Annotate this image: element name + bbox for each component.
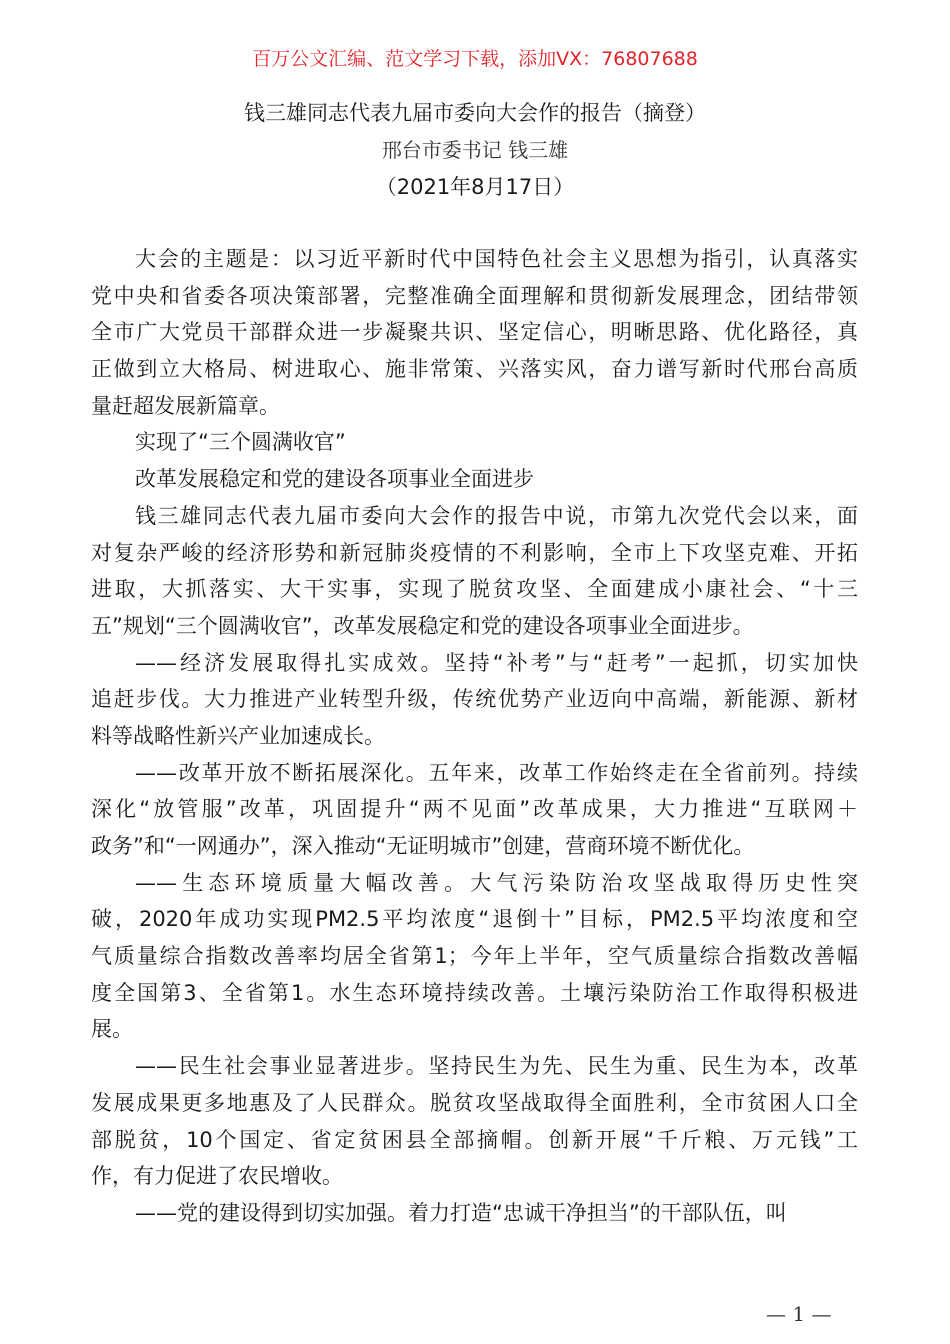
paragraph-line: 气质量综合指数改善率均居全省第1；今年上半年，空气质量综合指数改善幅 <box>91 944 858 969</box>
paragraph-line: 料等战略性新兴产业加速成长。 <box>91 723 385 748</box>
paragraph-line: ——党的建设得到切实加强。着力打造“忠诚干净担当”的干部队伍，叫 <box>135 1200 787 1225</box>
paragraph-line: 发展成果更多地惠及了人民群众。脱贫攻坚战取得全面胜利，全市贫困人口全 <box>91 1090 858 1115</box>
paragraph <box>91 865 858 1048</box>
paragraph-line: 破，2020年成功实现PM2.5平均浓度“退倒十”目标，PM2.5平均浓度和空 <box>91 907 858 932</box>
paragraph <box>91 424 858 461</box>
paragraph-line: 度全国第3、全省第1。水生态环境持续改善。土壤污染防治工作取得积极进 <box>91 980 858 1005</box>
paragraph-line: 政务”和“一网通办”，深入推动“无证明城市”创建，营商环境不断优化。 <box>91 834 755 858</box>
paragraph <box>91 461 858 498</box>
paragraph <box>91 1195 858 1232</box>
paragraph-line: 深化“放管服”改革，巩固提升“两不见面”改革成果，大力推进“互联网＋ <box>91 797 858 822</box>
paragraph-line: 进取，大抓落实、大干实事，实现了脱贫攻坚、全面建成小康社会、“十三 <box>91 577 858 602</box>
paragraph-line: ——民生社会事业显著进步。坚持民生为先、民生为重、民生为本，改革 <box>135 1054 858 1079</box>
paragraph-line: 党中央和省委各项决策部署，完整准确全面理解和贯彻新发展理念，团结带领 <box>91 283 858 308</box>
paragraph <box>91 755 858 865</box>
paragraph <box>91 645 858 755</box>
document-body <box>91 241 858 1232</box>
paragraph-line: 量赶超发展新篇章。 <box>91 393 280 418</box>
paragraph-line: 追赶步伐。大力推进产业转型升级，传统优势产业迈向中高端，新能源、新材 <box>91 687 858 712</box>
paragraph <box>91 1048 858 1195</box>
paragraph-line: 实现了“三个圆满收官” <box>135 430 346 455</box>
paragraph-line: ——改革开放不断拓展深化。五年来，改革工作始终走在全省前列。持续 <box>135 760 858 785</box>
author-line: 邢台市委书记 钱三雄 <box>381 138 569 162</box>
paragraph-line: 作，有力促进了农民增收。 <box>91 1164 343 1189</box>
paragraph <box>91 241 858 424</box>
paragraph-line: 全市广大党员干部群众进一步凝聚共识、坚定信心，明晰思路、优化路径，真 <box>91 320 858 345</box>
paragraph-line: 对复杂严峻的经济形势和新冠肺炎疫情的不利影响，全市上下攻坚克难、开拓 <box>91 540 858 565</box>
paragraph <box>91 498 858 645</box>
document-date: （2021年8月17日） <box>375 175 575 199</box>
paragraph-line: 钱三雄同志代表九届市委向大会作的报告中说，市第九次党代会以来，面 <box>135 503 858 528</box>
document-title: 钱三雄同志代表九届市委向大会作的报告（摘登） <box>244 101 706 125</box>
paragraph-line: ——经济发展取得扎实成效。坚持“补考”与“赶考”一起抓，切实加快 <box>135 650 858 675</box>
paragraph-line: 改革发展稳定和党的建设各项事业全面进步 <box>135 467 534 492</box>
watermark-text: 百万公文汇编、范文学习下载，添加VX：76807688 <box>252 48 698 70</box>
page-number: — 1 — <box>766 1302 832 1326</box>
paragraph-line: 正做到立大格局、树进取心、施非常策、兴落实风，奋力谱写新时代邢台高质 <box>91 357 858 382</box>
paragraph-line: 展。 <box>91 1017 133 1042</box>
paragraph-line: ——生态环境质量大幅改善。大气污染防治攻坚战取得历史性突 <box>135 870 858 895</box>
paragraph-line: 大会的主题是：以习近平新时代中国特色社会主义思想为指引，认真落实 <box>135 247 858 271</box>
paragraph-line: 部脱贫，10个国定、省定贫困县全部摘帽。创新开展“千斤粮、万元钱”工 <box>91 1127 858 1152</box>
paragraph-line: 五”规划“三个圆满收官”，改革发展稳定和党的建设各项事业全面进步。 <box>91 613 754 638</box>
